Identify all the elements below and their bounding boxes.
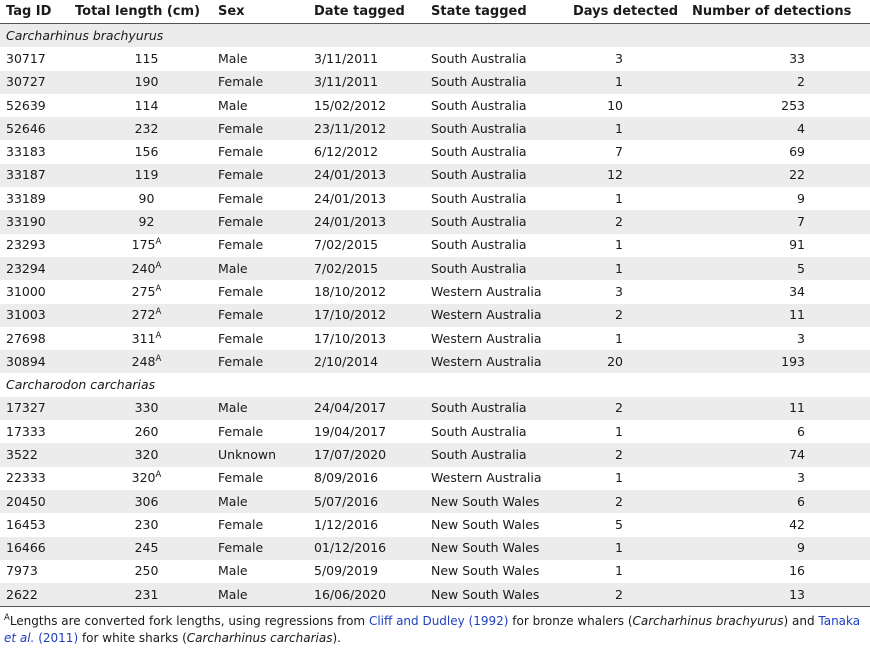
table-row <box>0 304 870 327</box>
tag-id-cell: 27698 <box>0 327 75 350</box>
length-value: 306 <box>134 493 159 509</box>
days-detected-cell: 1 <box>573 327 692 350</box>
tag-id-cell: 31003 <box>0 304 75 327</box>
length-value: 248 <box>131 353 156 369</box>
number-of-detections-cell: 193 <box>692 350 870 373</box>
table-body <box>0 24 870 607</box>
sex-cell: Female <box>218 350 314 373</box>
footnote-text: ). <box>332 631 341 646</box>
length-value: 92 <box>138 214 155 230</box>
table-row <box>0 397 870 420</box>
sex-cell: Male <box>218 583 314 607</box>
sex-cell: Female <box>218 420 314 443</box>
length-value: 272 <box>131 307 156 323</box>
days-detected-cell: 3 <box>573 47 692 70</box>
col-header-number-of-detections: Number of detections <box>692 0 870 24</box>
total-length-cell <box>75 467 218 490</box>
footnote-text: Lengths are converted fork lengths, using regressions from <box>9 614 369 629</box>
table-row <box>0 187 870 210</box>
citation-etal: et al. <box>4 631 35 646</box>
days-detected-cell: 1 <box>573 117 692 140</box>
days-detected-cell: 2 <box>573 397 692 420</box>
number-of-detections-cell: 33 <box>692 47 870 70</box>
sex-cell: Female <box>218 280 314 303</box>
sex-cell: Female <box>218 210 314 233</box>
length-value: 275 <box>131 283 156 299</box>
days-detected-cell: 20 <box>573 350 692 373</box>
total-length-cell <box>75 187 218 210</box>
sex-cell: Female <box>218 304 314 327</box>
length-value: 90 <box>138 190 155 206</box>
table-row <box>0 94 870 117</box>
date-tagged-cell: 23/11/2012 <box>314 117 431 140</box>
state-tagged-cell: South Australia <box>431 164 573 187</box>
total-length-cell <box>75 443 218 466</box>
tag-id-cell: 33189 <box>0 187 75 210</box>
state-tagged-cell: New South Wales <box>431 537 573 560</box>
footnote-marker: A <box>4 613 10 624</box>
footnote-marker: A <box>155 353 162 364</box>
days-detected-cell: 1 <box>573 257 692 280</box>
state-tagged-cell: Western Australia <box>431 467 573 490</box>
sex-cell: Male <box>218 257 314 280</box>
tag-id-cell: 17333 <box>0 420 75 443</box>
citation-link-cliff-dudley[interactable]: Cliff and Dudley (1992) <box>368 614 509 629</box>
number-of-detections-cell: 9 <box>692 187 870 210</box>
sex-cell: Male <box>218 490 314 513</box>
footnote-text: for white sharks ( <box>78 631 187 646</box>
tag-id-cell: 2622 <box>0 583 75 607</box>
total-length-cell <box>75 350 218 373</box>
footnote-text: ) and <box>783 614 819 629</box>
state-tagged-cell: South Australia <box>431 117 573 140</box>
tag-id-cell: 20450 <box>0 490 75 513</box>
date-tagged-cell: 16/06/2020 <box>314 583 431 607</box>
state-tagged-cell: South Australia <box>431 47 573 70</box>
state-tagged-cell: New South Wales <box>431 583 573 607</box>
number-of-detections-cell: 11 <box>692 397 870 420</box>
tag-id-cell: 33187 <box>0 164 75 187</box>
date-tagged-cell: 7/02/2015 <box>314 257 431 280</box>
tag-id-cell: 52639 <box>0 94 75 117</box>
length-value: 115 <box>134 50 159 66</box>
state-tagged-cell: South Australia <box>431 234 573 257</box>
table-row <box>0 467 870 490</box>
table-row <box>0 47 870 70</box>
sex-cell: Female <box>218 234 314 257</box>
header-row <box>0 0 870 24</box>
tag-id-cell: 33183 <box>0 140 75 163</box>
table-row <box>0 117 870 140</box>
days-detected-cell: 1 <box>573 187 692 210</box>
sex-cell: Female <box>218 71 314 94</box>
state-tagged-cell: South Australia <box>431 71 573 94</box>
total-length-cell <box>75 583 218 607</box>
state-tagged-cell: South Australia <box>431 210 573 233</box>
species-name: Carcharhinus carcharias <box>186 631 333 646</box>
tag-id-cell: 16466 <box>0 537 75 560</box>
number-of-detections-cell: 2 <box>692 71 870 94</box>
total-length-cell <box>75 234 218 257</box>
date-tagged-cell: 7/02/2015 <box>314 234 431 257</box>
total-length-cell <box>75 304 218 327</box>
sex-cell: Unknown <box>218 443 314 466</box>
number-of-detections-cell: 91 <box>692 234 870 257</box>
table-row <box>0 420 870 443</box>
col-header-date-tagged: Date tagged <box>314 0 431 24</box>
col-header-tag-id: Tag ID <box>0 0 75 24</box>
date-tagged-cell: 5/09/2019 <box>314 560 431 583</box>
total-length-cell <box>75 71 218 94</box>
days-detected-cell: 1 <box>573 467 692 490</box>
total-length-cell <box>75 397 218 420</box>
number-of-detections-cell: 9 <box>692 537 870 560</box>
state-tagged-cell: South Australia <box>431 397 573 420</box>
sex-cell: Male <box>218 47 314 70</box>
days-detected-cell: 1 <box>573 234 692 257</box>
total-length-cell <box>75 257 218 280</box>
number-of-detections-cell: 11 <box>692 304 870 327</box>
state-tagged-cell: Western Australia <box>431 304 573 327</box>
days-detected-cell: 2 <box>573 490 692 513</box>
date-tagged-cell: 17/10/2013 <box>314 327 431 350</box>
sex-cell: Female <box>218 140 314 163</box>
date-tagged-cell: 3/11/2011 <box>314 71 431 94</box>
table-row <box>0 280 870 303</box>
footnote-marker: A <box>155 260 162 271</box>
days-detected-cell: 2 <box>573 443 692 466</box>
number-of-detections-cell: 13 <box>692 583 870 607</box>
state-tagged-cell: New South Wales <box>431 490 573 513</box>
date-tagged-cell: 24/01/2013 <box>314 164 431 187</box>
date-tagged-cell: 3/11/2011 <box>314 47 431 70</box>
length-value: 230 <box>134 516 159 532</box>
number-of-detections-cell: 3 <box>692 467 870 490</box>
length-value: 232 <box>134 120 159 136</box>
species-name: Carcharodon carcharias <box>0 373 870 396</box>
table-row <box>0 234 870 257</box>
length-value: 114 <box>134 97 159 113</box>
footnote-text: for bronze whalers ( <box>508 614 633 629</box>
date-tagged-cell: 5/07/2016 <box>314 490 431 513</box>
table-row <box>0 350 870 373</box>
days-detected-cell: 1 <box>573 71 692 94</box>
state-tagged-cell: Western Australia <box>431 280 573 303</box>
table-row <box>0 327 870 350</box>
date-tagged-cell: 24/01/2013 <box>314 187 431 210</box>
state-tagged-cell: New South Wales <box>431 513 573 536</box>
length-value: 156 <box>134 144 159 160</box>
tag-id-cell: 22333 <box>0 467 75 490</box>
state-tagged-cell: South Australia <box>431 257 573 280</box>
col-header-state-tagged: State tagged <box>431 0 573 24</box>
tag-id-cell: 3522 <box>0 443 75 466</box>
total-length-cell <box>75 420 218 443</box>
footnote-marker: A <box>155 307 162 318</box>
number-of-detections-cell: 4 <box>692 117 870 140</box>
days-detected-cell: 12 <box>573 164 692 187</box>
tag-id-cell: 30717 <box>0 47 75 70</box>
total-length-cell <box>75 280 218 303</box>
species-name: Carcharhinus brachyurus <box>0 24 870 48</box>
date-tagged-cell: 2/10/2014 <box>314 350 431 373</box>
total-length-cell <box>75 47 218 70</box>
total-length-cell <box>75 164 218 187</box>
days-detected-cell: 10 <box>573 94 692 117</box>
days-detected-cell: 2 <box>573 304 692 327</box>
table-row <box>0 583 870 607</box>
tag-id-cell: 30727 <box>0 71 75 94</box>
date-tagged-cell: 01/12/2016 <box>314 537 431 560</box>
length-value: 330 <box>134 400 159 416</box>
date-tagged-cell: 8/09/2016 <box>314 467 431 490</box>
total-length-cell <box>75 490 218 513</box>
species-group-row <box>0 373 870 396</box>
total-length-cell <box>75 327 218 350</box>
state-tagged-cell: Western Australia <box>431 327 573 350</box>
state-tagged-cell: New South Wales <box>431 560 573 583</box>
number-of-detections-cell: 6 <box>692 420 870 443</box>
date-tagged-cell: 15/02/2012 <box>314 94 431 117</box>
length-value: 119 <box>134 167 159 183</box>
date-tagged-cell: 24/01/2013 <box>314 210 431 233</box>
citation-author: Tanaka <box>818 614 861 629</box>
table-row <box>0 443 870 466</box>
footnote-marker: A <box>155 330 162 341</box>
length-value: 240 <box>131 260 156 276</box>
days-detected-cell: 1 <box>573 420 692 443</box>
total-length-cell <box>75 513 218 536</box>
tag-id-cell: 23293 <box>0 234 75 257</box>
table-row <box>0 257 870 280</box>
footnote-marker: A <box>155 237 162 248</box>
length-value: 320 <box>134 446 159 462</box>
number-of-detections-cell: 6 <box>692 490 870 513</box>
sex-cell: Female <box>218 513 314 536</box>
sex-cell: Female <box>218 117 314 140</box>
date-tagged-cell: 18/10/2012 <box>314 280 431 303</box>
sex-cell: Female <box>218 164 314 187</box>
footnote-marker: A <box>155 470 162 481</box>
number-of-detections-cell: 69 <box>692 140 870 163</box>
footnote-marker: A <box>155 283 162 294</box>
species-name: Carcharhinus brachyurus <box>632 614 784 629</box>
number-of-detections-cell: 253 <box>692 94 870 117</box>
length-value: 311 <box>131 330 156 346</box>
table-row <box>0 71 870 94</box>
table-row <box>0 537 870 560</box>
length-value: 320 <box>131 470 156 486</box>
tag-id-cell: 17327 <box>0 397 75 420</box>
total-length-cell <box>75 210 218 233</box>
days-detected-cell: 3 <box>573 280 692 303</box>
tag-id-cell: 31000 <box>0 280 75 303</box>
col-header-total-length: Total length (cm) <box>75 0 218 24</box>
date-tagged-cell: 24/04/2017 <box>314 397 431 420</box>
number-of-detections-cell: 5 <box>692 257 870 280</box>
total-length-cell <box>75 140 218 163</box>
state-tagged-cell: South Australia <box>431 140 573 163</box>
state-tagged-cell: South Australia <box>431 420 573 443</box>
table-row <box>0 490 870 513</box>
state-tagged-cell: South Australia <box>431 443 573 466</box>
length-value: 245 <box>134 540 159 556</box>
total-length-cell <box>75 560 218 583</box>
sex-cell: Female <box>218 467 314 490</box>
date-tagged-cell: 19/04/2017 <box>314 420 431 443</box>
tag-id-cell: 52646 <box>0 117 75 140</box>
table-row <box>0 164 870 187</box>
days-detected-cell: 5 <box>573 513 692 536</box>
tag-id-cell: 30894 <box>0 350 75 373</box>
sex-cell: Male <box>218 397 314 420</box>
length-value: 260 <box>134 423 159 439</box>
length-value: 175 <box>131 237 156 253</box>
footnote <box>0 607 870 647</box>
col-header-days-detected: Days detected <box>573 0 692 24</box>
days-detected-cell: 1 <box>573 560 692 583</box>
col-header-sex: Sex <box>218 0 314 24</box>
date-tagged-cell: 1/12/2016 <box>314 513 431 536</box>
table-row <box>0 210 870 233</box>
length-value: 190 <box>134 74 159 90</box>
state-tagged-cell: South Australia <box>431 94 573 117</box>
sex-cell: Male <box>218 560 314 583</box>
state-tagged-cell: South Australia <box>431 187 573 210</box>
days-detected-cell: 2 <box>573 583 692 607</box>
length-value: 250 <box>134 563 159 579</box>
total-length-cell <box>75 117 218 140</box>
table-row <box>0 513 870 536</box>
tag-id-cell: 23294 <box>0 257 75 280</box>
table-row <box>0 560 870 583</box>
citation-year: (2011) <box>34 631 79 646</box>
length-value: 231 <box>134 586 159 602</box>
days-detected-cell: 7 <box>573 140 692 163</box>
date-tagged-cell: 17/07/2020 <box>314 443 431 466</box>
tag-id-cell: 33190 <box>0 210 75 233</box>
sex-cell: Female <box>218 187 314 210</box>
number-of-detections-cell: 34 <box>692 280 870 303</box>
number-of-detections-cell: 42 <box>692 513 870 536</box>
sex-cell: Female <box>218 537 314 560</box>
date-tagged-cell: 17/10/2012 <box>314 304 431 327</box>
total-length-cell <box>75 537 218 560</box>
number-of-detections-cell: 16 <box>692 560 870 583</box>
number-of-detections-cell: 22 <box>692 164 870 187</box>
sex-cell: Female <box>218 327 314 350</box>
tag-id-cell: 16453 <box>0 513 75 536</box>
sex-cell: Male <box>218 94 314 117</box>
number-of-detections-cell: 74 <box>692 443 870 466</box>
number-of-detections-cell: 7 <box>692 210 870 233</box>
days-detected-cell: 2 <box>573 210 692 233</box>
days-detected-cell: 1 <box>573 537 692 560</box>
table-row <box>0 140 870 163</box>
number-of-detections-cell: 3 <box>692 327 870 350</box>
total-length-cell <box>75 94 218 117</box>
state-tagged-cell: Western Australia <box>431 350 573 373</box>
species-group-row <box>0 24 870 48</box>
date-tagged-cell: 6/12/2012 <box>314 140 431 163</box>
tag-id-cell: 7973 <box>0 560 75 583</box>
